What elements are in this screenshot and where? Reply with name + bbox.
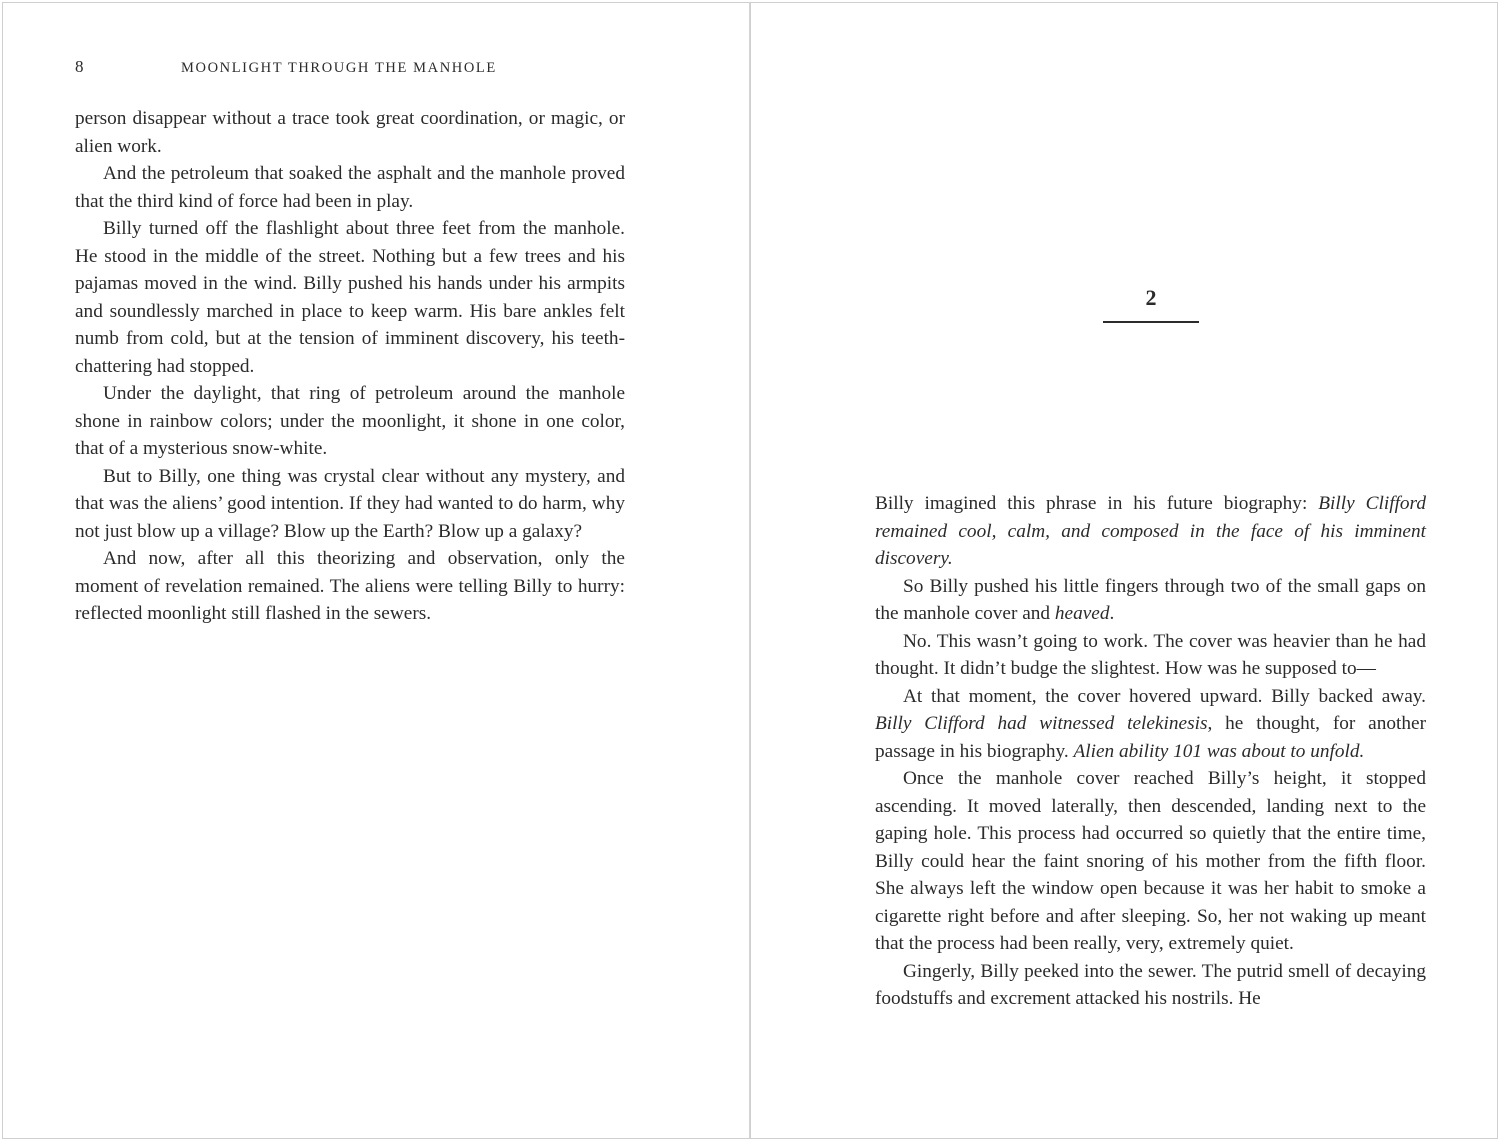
running-head [75, 57, 625, 81]
italic-text: heaved [1054, 603, 1110, 624]
paragraph-text: Once the manhole cover reached Billy’s height, it stopped ascending. It moved laterally, then descended, landing next to the gaping hole. This process had occurred so quietly that the entire time, Billy could hear the faint snoring of his mother from the fifth floor. She always left the window open because it was her habit to smoke a cigarette right before and after sleeping. So, her not waking up meant that the process had been really, very, extremely quiet. [875, 768, 1426, 954]
chapter-rule [1103, 321, 1199, 323]
page-number: 8 [75, 57, 84, 76]
paragraph [875, 958, 1426, 1013]
paragraph-text: So Billy pushed his little fingers through two of the small gaps on the manhole cover and [875, 575, 1426, 624]
paragraph-text: At that moment, the cover hovered upward. Billy backed away. [903, 685, 1426, 707]
paragraph-text: Billy turned off the flashlight about three feet from the manhole. He stood in the middle of the street. Nothing but a few trees and his pajamas moved in the wind. Billy pushed his hands under his armpits and soundlessly marched in place to keep warm. His bare ankles felt numb from cold, but at the tension of imminent discovery, his teeth-chattering had stopped. [75, 218, 625, 377]
paragraph [875, 573, 1426, 628]
paragraph-text: person disappear without a trace took great coordination, or magic, or alien work. [75, 108, 625, 157]
paragraph [875, 765, 1426, 958]
paragraph [875, 628, 1426, 683]
paragraph-text: And the petroleum that soaked the asphalt and the manhole proved that the third kind of force had been in play. [75, 163, 625, 212]
paragraph [875, 683, 1426, 766]
paragraph-text: And now, after all this theorizing and observation, only the moment of revelation remained. The aliens were telling Billy to hurry: reflected moonlight still flashed in the sewers. [75, 548, 625, 624]
paragraph [75, 463, 625, 546]
right-page [750, 2, 1498, 1139]
paragraph-text: No. This wasn’t going to work. The cover was heavier than he had thought. It didn’t budge the slightest. How was he supposed to— [875, 630, 1426, 679]
italic-text: Billy Clifford remained cool, calm, and composed in the face of his imminent discovery. [875, 493, 1426, 569]
paragraph [75, 160, 625, 215]
paragraph [75, 380, 625, 463]
paragraph-text: Under the daylight, that ring of petroleum around the manhole shone in rainbow colors; under the moonlight, it shone in one color, that of a mysterious snow-white. [75, 383, 625, 459]
book-title: MOONLIGHT THROUGH THE MANHOLE [181, 60, 497, 76]
paragraph [875, 490, 1426, 573]
italic-text: Alien ability 101 was about to unfold. [1073, 740, 1365, 762]
right-page-body-text [875, 490, 1426, 1013]
italic-text: Billy Clifford had witnessed telekinesis [875, 713, 1208, 734]
paragraph [75, 545, 625, 628]
left-page [2, 2, 750, 1139]
paragraph-text: Billy imagined this phrase in his future biography: [875, 493, 1319, 514]
chapter-heading [1103, 283, 1199, 323]
chapter-number: 2 [1145, 285, 1157, 310]
left-page-body-text [75, 105, 625, 628]
paragraph [75, 105, 625, 160]
paragraph-text: Gingerly, Billy peeked into the sewer. The putrid smell of decaying foodstuffs and excrement attacked his nostrils. He [875, 960, 1426, 1009]
paragraph-text: , he thought, for another passage in his biography. [875, 713, 1426, 762]
paragraph-text: . [1109, 603, 1115, 624]
paragraph [75, 215, 625, 380]
paragraph-text: But to Billy, one thing was crystal clear without any mystery, and that was the aliens’ good intention. If they had wanted to do harm, why not just blow up a village? Blow up the Earth? Blow up a galaxy? [75, 465, 625, 542]
